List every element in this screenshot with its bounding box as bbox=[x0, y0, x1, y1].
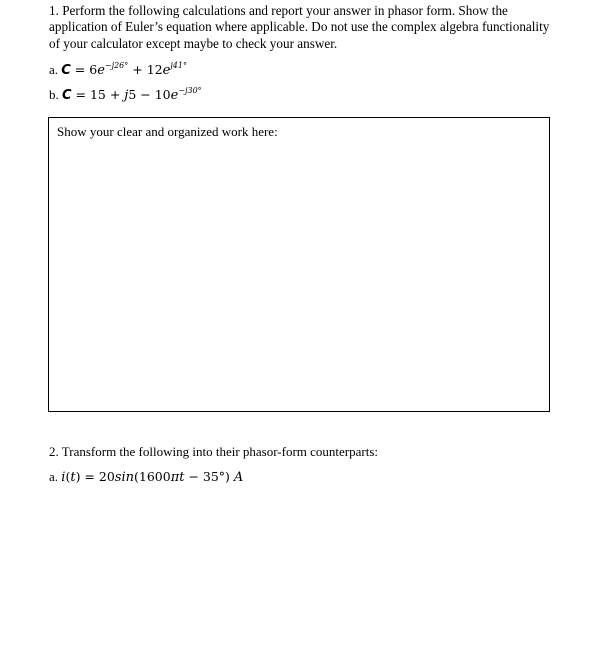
phase-angle: − 35°) bbox=[184, 469, 234, 484]
question-1a bbox=[49, 62, 187, 78]
argument-open: (1600 bbox=[133, 469, 171, 484]
question-2-prompt: 2. Transform the following into their phasor-form counterparts: bbox=[49, 444, 379, 459]
eq-coefficient: = 6 bbox=[70, 62, 98, 77]
current-i: i bbox=[61, 470, 66, 485]
pi-symbol: π bbox=[170, 470, 180, 485]
imaginary-j: j bbox=[124, 88, 129, 103]
exponent: j41° bbox=[170, 61, 187, 70]
paren-open: ( bbox=[65, 469, 71, 484]
part-label: b. bbox=[49, 87, 62, 102]
time-t: t bbox=[179, 470, 185, 485]
minus-term: 5 − 10 bbox=[128, 87, 171, 102]
time-t: t bbox=[70, 470, 76, 485]
plus-term: + 12 bbox=[128, 62, 163, 77]
question-1-prompt: 1. Perform the following calculations and report your answer in phasor form. Show the application of Euler’s equation where applicable. Do not use the complex algebra functionality of your calculator except maybe to check your answer. bbox=[49, 3, 550, 51]
euler-e: e bbox=[170, 88, 179, 103]
euler-e: e bbox=[162, 63, 171, 78]
exponent: −j26° bbox=[104, 61, 129, 70]
variable-c: C bbox=[62, 88, 72, 103]
question-2a bbox=[49, 469, 243, 485]
amplitude: ) = 20 bbox=[75, 469, 115, 484]
sin-function: sin bbox=[114, 470, 134, 485]
question-1b bbox=[49, 87, 202, 103]
part-label: a. bbox=[49, 469, 62, 484]
euler-e: e bbox=[97, 63, 105, 78]
exponent: −j30° bbox=[178, 86, 202, 95]
eq-real-part: = 15 + bbox=[71, 87, 125, 102]
variable-c: C bbox=[61, 63, 71, 78]
part-label: a. bbox=[49, 62, 62, 77]
work-answer-box[interactable] bbox=[48, 117, 550, 412]
unit-amperes: A bbox=[233, 470, 244, 485]
work-box-label: Show your clear and organized work here: bbox=[57, 124, 278, 139]
